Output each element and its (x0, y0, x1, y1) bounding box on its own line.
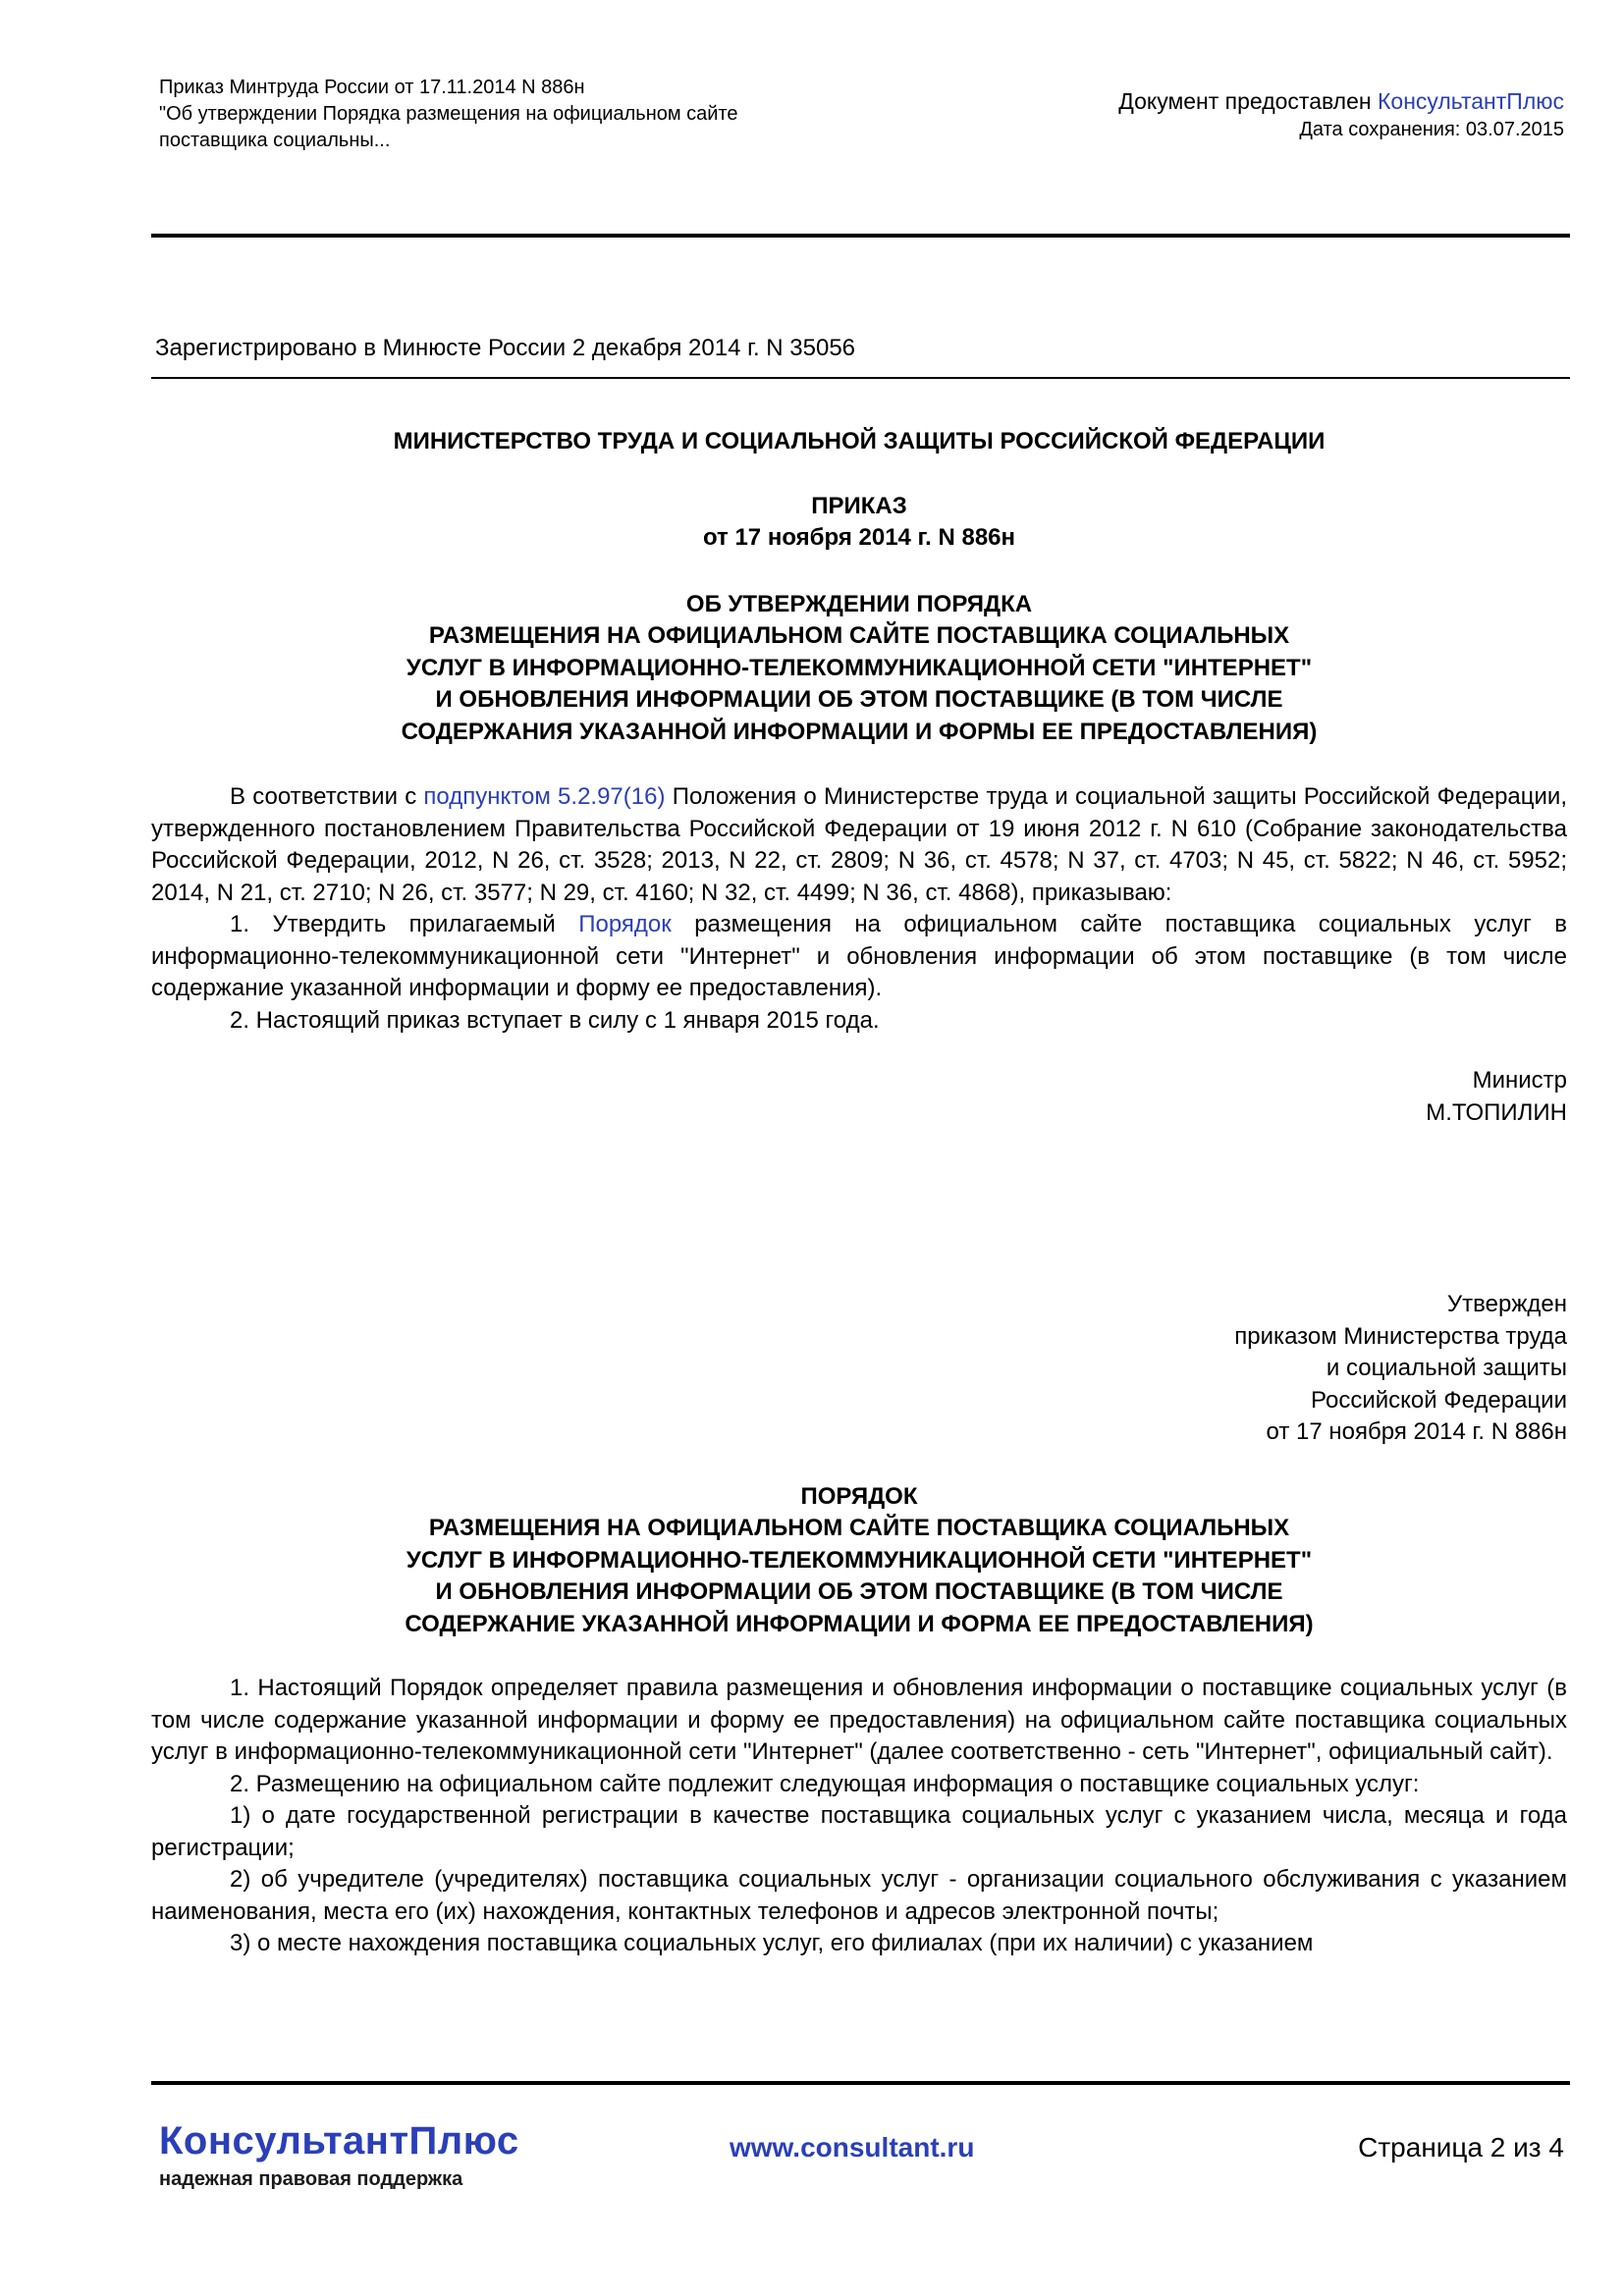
item-text: 1. Утвердить прилагаемый (230, 911, 579, 937)
poryadok-paragraph: 1. Настоящий Порядок определяет правила размещения и обновления информации о поставщике социальных услуг (в том числе содержание указанной информации и форму ее предоставления) на официальном сайте поставщика социальных услуг в информационно-телекоммуникационной сети "Интернет" (далее соответственно - сеть "Интернет", официальный сайт). (151, 1675, 1567, 1765)
save-date: Дата сохранения: 03.07.2015 (1299, 119, 1564, 140)
approval-stamp (151, 1289, 1567, 1449)
approval-line: Российской Федерации (1311, 1386, 1567, 1414)
order-subject-line: ОБ УТВЕРЖДЕНИИ ПОРЯДКА (685, 590, 1033, 617)
header-provider-info (1118, 87, 1564, 144)
header-document-reference (159, 75, 846, 154)
registration-divider (151, 377, 1570, 379)
preamble-text: В соответствии с (230, 783, 424, 810)
order-subject-line: И ОБНОВЛЕНИЯ ИНФОРМАЦИИ ОБ ЭТОМ ПОСТАВЩИКЕ (В ТОМ ЧИСЛЕ (435, 686, 1283, 713)
registration-note: Зарегистрировано в Минюсте России 2 декабря 2014 г. N 35056 (155, 335, 856, 361)
header-ref-line: Приказ Минтруда России от 17.11.2014 N 886н (159, 77, 585, 98)
approval-line: от 17 ноября 2014 г. N 886н (1266, 1418, 1567, 1445)
footer-divider (151, 2081, 1570, 2085)
approval-line: и социальной защиты (1326, 1355, 1567, 1381)
preamble-paragraph (151, 781, 1567, 909)
order-title: ПРИКАЗ (811, 492, 907, 519)
header-ref-line: поставщика социальны... (159, 130, 391, 151)
header-ref-line: "Об утверждении Порядка размещения на официальном сайте (159, 103, 738, 125)
subparagraph-link[interactable]: подпунктом 5.2.97(16) (423, 783, 666, 810)
signatory-name: М.ТОПИЛИН (1426, 1098, 1567, 1126)
page-counter: Страница 2 из 4 (1358, 2132, 1564, 2163)
consultantplus-logo[interactable]: КонсультантПлюс (159, 2119, 519, 2163)
provided-by-text: Документ предоставлен (1118, 88, 1378, 114)
footer-brand (159, 2118, 519, 2192)
poryadok-heading (151, 1481, 1567, 1641)
provided-by-line (1118, 87, 1564, 116)
poryadok-link[interactable]: Порядок (578, 911, 672, 937)
poryadok-title-line: УСЛУГ В ИНФОРМАЦИОННО-ТЕЛЕКОММУНИКАЦИОННОЙ СЕТИ "ИНТЕРНЕТ" (406, 1546, 1313, 1574)
order-item-1 (151, 909, 1567, 1005)
approval-line: приказом Министерства труда (1234, 1322, 1567, 1350)
order-subject-line: РАЗМЕЩЕНИЯ НА ОФИЦИАЛЬНОМ САЙТЕ ПОСТАВЩИКА СОЦИАЛЬНЫХ (428, 622, 1290, 649)
signature-block (151, 1065, 1567, 1129)
poryadok-title-line: ПОРЯДОК (800, 1482, 918, 1510)
poryadok-paragraph: 1) о дате государственной регистрации в качестве поставщика социальных услуг с указанием числа, месяца и года регистрации; (151, 1802, 1567, 1861)
poryadok-title-line: РАЗМЕЩЕНИЯ НА ОФИЦИАЛЬНОМ САЙТЕ ПОСТАВЩИКА СОЦИАЛЬНЫХ (428, 1515, 1290, 1541)
item-text: размещения на официальном сайте поставщика социальных услуг в информационно-телекоммуникационной сети "Интернет" и обновления информации об этом поставщике (в том числе содержание указанной информации и форму ее предоставления). (151, 911, 1567, 1001)
website-link[interactable]: www.consultant.ru (730, 2132, 975, 2163)
poryadok-paragraph: 3) о месте нахождения поставщика социальных услуг, его филиалах (при их наличии) с указанием (230, 1930, 1314, 1956)
order-subject-line: УСЛУГ В ИНФОРМАЦИОННО-ТЕЛЕКОММУНИКАЦИОННОЙ СЕТИ "ИНТЕРНЕТ" (406, 654, 1313, 681)
order-item-2: 2. Настоящий приказ вступает в силу с 1 января 2015 года. (230, 1006, 880, 1034)
poryadok-paragraph: 2. Размещению на официальном сайте подлежит следующая информация о поставщике социальных услуг: (230, 1770, 1420, 1797)
poryadok-title-line: СОДЕРЖАНИЕ УКАЗАННОЙ ИНФОРМАЦИИ И ФОРМА ЕЕ ПРЕДОСТАВЛЕНИЯ) (405, 1610, 1314, 1637)
brand-tagline: надежная правовая поддержка (159, 2168, 463, 2190)
poryadok-title-line: И ОБНОВЛЕНИЯ ИНФОРМАЦИИ ОБ ЭТОМ ПОСТАВЩИКЕ (В ТОМ ЧИСЛЕ (435, 1578, 1283, 1605)
consultantplus-header-link[interactable]: КонсультантПлюс (1378, 88, 1564, 114)
signatory-position: Министр (1472, 1067, 1567, 1094)
poryadok-paragraph: 2) об учредителе (учредителях) поставщика социальных услуг - организации социального обслуживания с указанием наименования, места его (их) нахождения, контактных телефонов и адресов электронной почты; (151, 1866, 1567, 1925)
order-subject-line: СОДЕРЖАНИЯ УКАЗАННОЙ ИНФОРМАЦИИ И ФОРМЫ ЕЕ ПРЕДОСТАВЛЕНИЯ) (401, 718, 1318, 745)
order-date-number: от 17 ноября 2014 г. N 886н (702, 524, 1016, 551)
order-heading (151, 491, 1567, 555)
preamble-text: Положения о Министерстве труда и социальной защиты Российской Федерации, утвержденного постановлением Правительства Российской Федерации от 19 июня 2012 г. N 610 (Собрание законодательства Российской Федерации, 2012, N 26, ст. 3528; 2013, N 22, ст. 2809; N 36, ст. 4578; N 37, ст. 4703; N 45, ст. 5822; N 46, ст. 5952; 2014, N 21, ст. 2710; N 26, ст. 3577; N 29, ст. 4160; N 32, ст. 4499; N 36, ст. 4868), приказываю: (151, 783, 1568, 906)
document-body (151, 426, 1567, 1960)
ministry-heading: МИНИСТЕРСТВО ТРУДА И СОЦИАЛЬНОЙ ЗАЩИТЫ РОССИЙСКОЙ ФЕДЕРАЦИИ (393, 428, 1326, 454)
order-subject-title (151, 589, 1567, 749)
approval-line: Утвержден (1446, 1291, 1567, 1317)
header-divider (151, 234, 1570, 238)
